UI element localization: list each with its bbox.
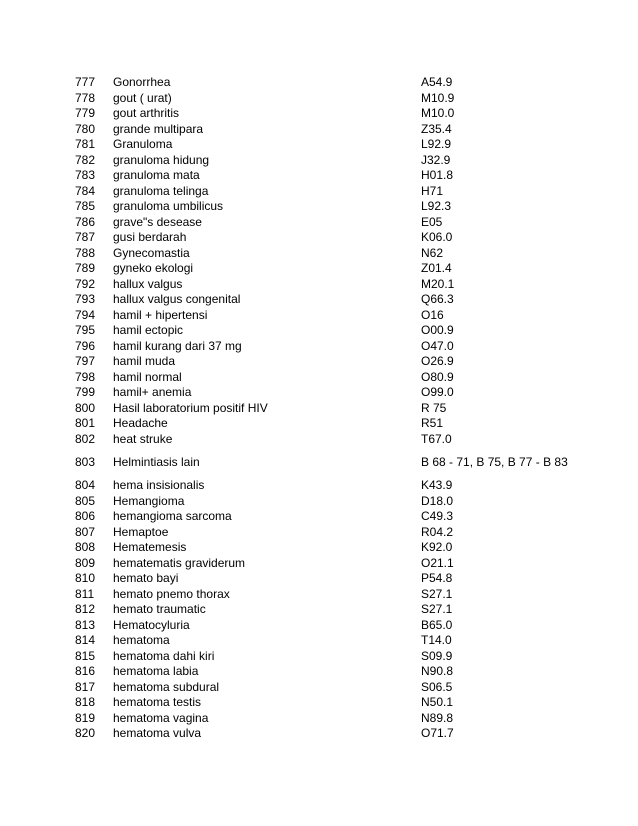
row-number: 799 [75,385,96,399]
row-number: 781 [75,137,96,151]
row-number: 786 [75,214,96,229]
diagnosis-name: Headache [113,416,168,430]
icd-code: O99.0 [421,385,454,400]
icd-code: R04.2 [421,524,454,539]
row-number: 778 [75,90,96,105]
diagnosis-code-table [0,75,638,742]
row-number: 789 [75,261,96,275]
row-number: 812 [75,602,96,616]
table-row [0,153,638,169]
icd-code: N90.8 [421,664,454,679]
row-number: 796 [75,338,96,353]
icd-code: R51 [421,416,444,431]
diagnosis-name: gusi berdarah [113,230,187,244]
diagnosis-name: Hasil laboratorium positif HIV [113,400,268,415]
table-row [0,556,638,572]
diagnosis-name: grande multipara [113,121,204,136]
table-row [0,447,638,478]
table-row [0,540,638,556]
diagnosis-name: hamil + hipertensi [113,307,208,322]
row-number: 820 [75,726,96,740]
table-row [0,416,638,432]
icd-code: S27.1 [421,602,453,617]
row-number: 806 [75,509,96,523]
row-number: 810 [75,571,96,585]
table-row [0,230,638,246]
row-number: 811 [75,586,95,601]
icd-code: S27.1 [421,586,453,601]
table-row [0,633,638,649]
table-row [0,261,638,277]
diagnosis-name: hematoma [113,633,170,647]
diagnosis-name: hamil kurang dari 37 mg [113,338,242,353]
row-number: 802 [75,431,96,446]
diagnosis-name: hematoma dahi kiri [113,648,215,663]
row-number: 815 [75,648,96,663]
icd-code: K92.0 [421,540,453,555]
diagnosis-name: granuloma umbilicus [113,199,224,213]
row-number: 793 [75,292,96,306]
table-row [0,184,638,200]
icd-code: N50.1 [421,695,454,710]
icd-code: B65.0 [421,617,453,632]
table-row [0,277,638,293]
icd-code: O21.1 [421,555,454,570]
table-row [0,664,638,680]
table-row [0,587,638,603]
icd-code: C49.3 [421,509,454,524]
row-number: 797 [75,354,96,368]
icd-code: O26.9 [421,354,454,369]
icd-code: M20.1 [421,276,455,291]
row-number: 805 [75,493,96,508]
table-row [0,385,638,401]
row-number: 782 [75,152,96,167]
icd-code: Z01.4 [421,261,452,276]
icd-code: E05 [421,214,443,229]
row-number: 813 [75,617,96,632]
diagnosis-name: Gynecomastia [113,245,190,260]
icd-code: O47.0 [421,338,454,353]
diagnosis-name: Gonorrhea [113,75,171,89]
icd-code: P54.8 [421,571,453,586]
diagnosis-name: hematoma subdural [113,679,220,694]
icd-code: A54.9 [421,75,453,90]
table-row [0,199,638,215]
table-row [0,122,638,138]
diagnosis-name: grave"s desease [113,214,202,229]
table-row [0,292,638,308]
row-number: 804 [75,478,96,492]
row-number: 817 [75,679,96,694]
row-number: 814 [75,633,96,647]
diagnosis-name: hematoma vulva [113,726,202,740]
diagnosis-name: hamil normal [113,369,182,384]
row-number: 795 [75,323,96,337]
diagnosis-name: hematematis graviderum [113,555,246,570]
icd-code: M10.9 [421,90,455,105]
icd-code: M10.0 [421,106,455,121]
row-number: 818 [75,695,96,709]
icd-code: K43.9 [421,478,453,493]
row-number: 784 [75,183,96,198]
table-row [0,525,638,541]
diagnosis-name: hemangioma sarcoma [113,509,232,523]
icd-code: O00.9 [421,323,454,338]
table-row [0,602,638,618]
table-row [0,354,638,370]
diagnosis-name: Granuloma [113,137,173,151]
diagnosis-name: gout arthritis [113,106,180,120]
table-row [0,711,638,727]
icd-code: R 75 [421,400,447,415]
table-row [0,494,638,510]
table-row [0,308,638,324]
table-row [0,726,638,742]
table-row [0,323,638,339]
row-number: 792 [75,276,96,291]
diagnosis-name: hemato pnemo thorax [113,586,230,601]
row-number: 798 [75,369,96,384]
table-row [0,680,638,696]
row-number: 807 [75,524,96,539]
diagnosis-name: gout ( urat) [113,90,172,105]
row-number: 779 [75,106,96,120]
row-number: 801 [75,416,96,430]
icd-code: B 68 - 71, B 75, B 77 - B 83 [421,455,568,469]
icd-code: J32.9 [421,152,451,167]
table-row [0,91,638,107]
row-number: 788 [75,245,96,260]
diagnosis-name: hamil ectopic [113,323,184,337]
table-row [0,168,638,184]
row-number: 787 [75,230,96,244]
icd-code: T67.0 [421,431,452,446]
diagnosis-name: hallux valgus [113,276,183,291]
icd-code: S09.9 [421,648,453,663]
table-row [0,618,638,634]
diagnosis-name: granuloma telinga [113,183,209,198]
row-number: 809 [75,555,96,570]
row-number: 800 [75,400,96,415]
table-row [0,137,638,153]
row-number: 783 [75,168,96,182]
icd-code: O80.9 [421,369,454,384]
table-row [0,401,638,417]
row-number: 794 [75,307,96,322]
icd-code: N89.8 [421,710,454,725]
table-row [0,478,638,494]
diagnosis-name: hematoma testis [113,695,202,709]
icd-code: T14.0 [421,633,452,648]
icd-code: H71 [421,183,444,198]
diagnosis-name: granuloma mata [113,168,200,182]
diagnosis-name: Hemaptoe [113,524,169,539]
diagnosis-name: Helmintiasis lain [113,454,200,469]
icd-code: Q66.3 [421,292,454,307]
table-row [0,339,638,355]
diagnosis-name: granuloma hidung [113,152,210,167]
icd-code: H01.8 [421,168,454,183]
diagnosis-name: hamil+ anemia [113,385,192,399]
row-number: 819 [75,710,96,725]
row-number: 803 [75,454,96,469]
table-row [0,432,638,448]
icd-code: O16 [421,307,444,322]
table-row [0,571,638,587]
icd-code: D18.0 [421,493,454,508]
diagnosis-name: hematoma vagina [113,710,209,725]
row-number: 780 [75,121,96,136]
table-row [0,246,638,262]
diagnosis-name: hemato bayi [113,571,179,585]
diagnosis-name: hallux valgus congenital [113,292,241,306]
diagnosis-name: Hematocyluria [113,617,190,632]
icd-code: L92.3 [421,199,452,214]
table-row [0,75,638,91]
icd-code: O71.7 [421,726,454,741]
icd-code: S06.5 [421,679,453,694]
table-row [0,695,638,711]
diagnosis-name: heat struke [113,431,173,446]
row-number: 816 [75,664,96,678]
diagnosis-name: hemato traumatic [113,602,206,616]
table-row [0,370,638,386]
table-row [0,215,638,231]
diagnosis-name: hamil muda [113,354,176,368]
diagnosis-name: Hemangioma [113,493,185,508]
diagnosis-name: Hematemesis [113,540,187,554]
diagnosis-name: hematoma labia [113,664,199,678]
diagnosis-name: gyneko ekologi [113,261,194,275]
table-row [0,509,638,525]
diagnosis-name: hema insisionalis [113,478,205,492]
row-number: 777 [75,75,96,89]
icd-code: Z35.4 [421,121,452,136]
row-number: 808 [75,540,96,554]
row-number: 785 [75,199,96,213]
icd-code: N62 [421,245,444,260]
table-row [0,649,638,665]
table-row [0,106,638,122]
icd-code: L92.9 [421,137,452,152]
icd-code: K06.0 [421,230,453,245]
